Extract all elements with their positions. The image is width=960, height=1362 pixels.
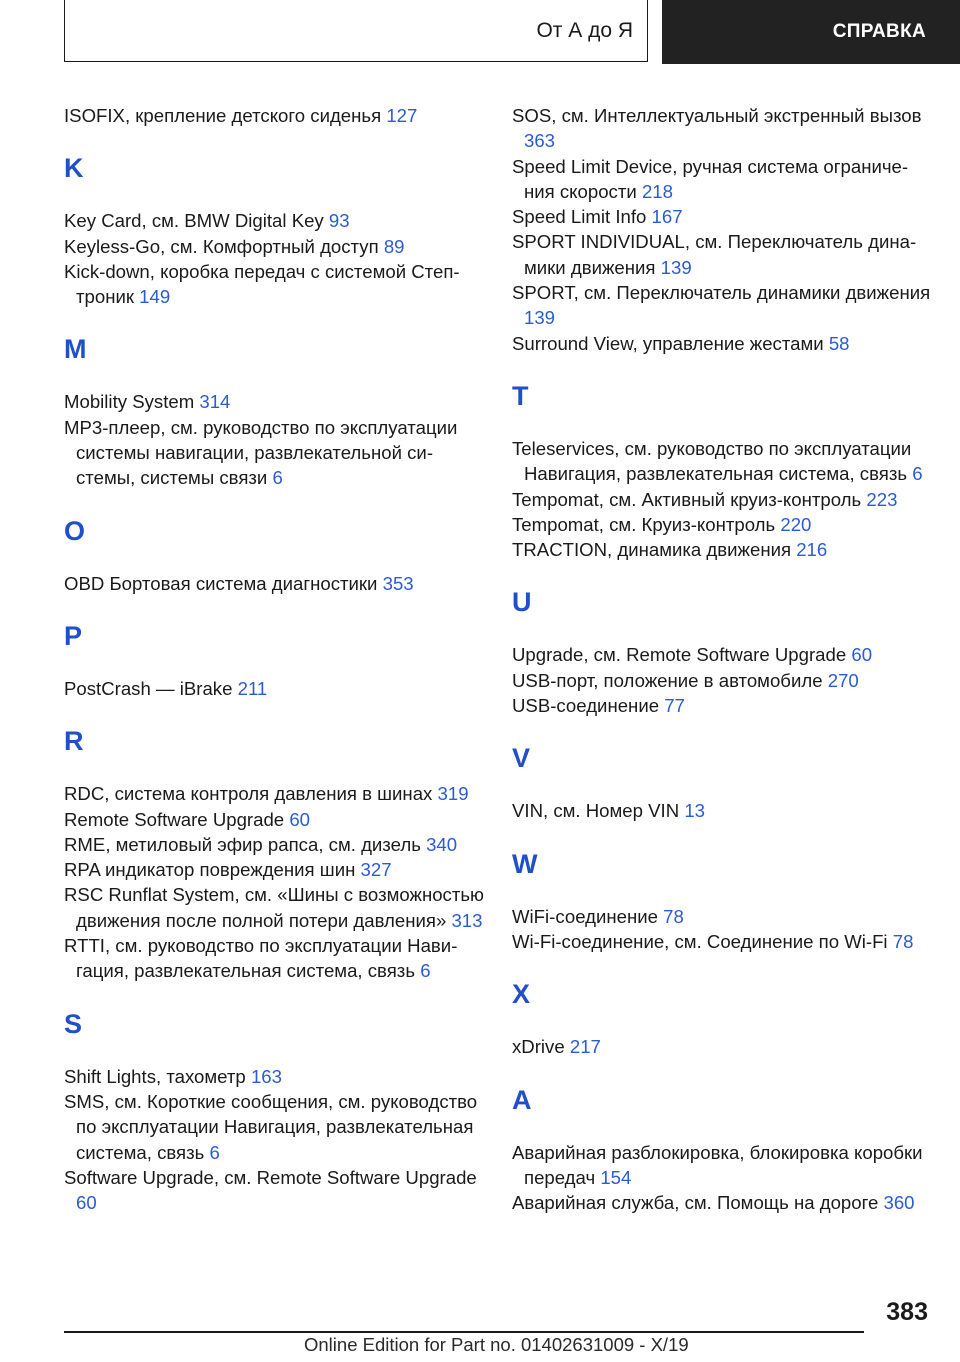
index-entry: OBD Бортовая система диагностики 353	[64, 572, 414, 594]
page-link[interactable]: 167	[651, 206, 683, 228]
index-entry: Shift Lights, тахометр 163	[64, 1065, 282, 1087]
page-link[interactable]: 6	[209, 1141, 220, 1163]
page-link[interactable]: 127	[386, 105, 418, 126]
index-entry: Kick-down, коробка передач с системой Стептроник 149	[64, 260, 460, 308]
index-entry: Surround View, управление жестами 58	[512, 332, 850, 354]
page-link[interactable]: 78	[663, 905, 684, 927]
page-link[interactable]: 270	[827, 669, 859, 691]
page-link[interactable]: 340	[426, 833, 458, 855]
page-link[interactable]: 6	[272, 467, 283, 489]
index-letter-heading: S	[64, 1008, 83, 1039]
index-entry: Keyless-Go, см. Комфортный доступ 89	[64, 235, 405, 257]
index-column-left	[64, 100, 484, 1215]
index-entry: PostCrash — iBrake 211	[64, 677, 268, 699]
page-link[interactable]: 211	[237, 677, 268, 699]
page-link[interactable]: 60	[289, 808, 310, 830]
page-number: 383	[886, 1298, 928, 1326]
page-link[interactable]: 149	[139, 286, 171, 308]
index-entry: Wi-Fi-соединение, см. Соединение по Wi-Fi 78	[512, 930, 914, 952]
index-entry: SOS, см. Интеллектуальный экстренный вызов 363	[512, 105, 922, 152]
page-link[interactable]: 60	[851, 644, 873, 666]
index-letter-heading: W	[512, 848, 538, 879]
page-header	[0, 0, 960, 66]
tab-a-to-z[interactable]	[64, 0, 648, 62]
index-letter-heading: M	[64, 334, 87, 365]
page-link[interactable]: 319	[437, 783, 469, 805]
index-letter-heading: V	[512, 743, 531, 774]
index-entry: Tempomat, см. Активный круиз-контроль 223	[512, 488, 898, 510]
page-link[interactable]: 223	[866, 488, 898, 510]
page-link[interactable]: 314	[199, 391, 231, 413]
index-letter-heading: O	[64, 515, 86, 546]
page-link[interactable]: 218	[641, 180, 673, 202]
index-entry: VIN, см. Номер VIN 13	[512, 800, 705, 822]
index-entry: RDC, система контроля давления в шинах 319	[64, 783, 469, 805]
index-letter-heading: K	[64, 153, 84, 184]
page-link[interactable]: 217	[569, 1036, 601, 1058]
index-entry: MP3-плеер, см. руководство по эксплуатации системы навигации, развлекательной системы, системы связи 6	[64, 416, 458, 489]
index-letter-heading: T	[512, 380, 529, 411]
footer-edition-text: Online Edition for Part no. 01402631009 - X/19	[304, 1334, 689, 1355]
index-entry: WiFi-соединение 78	[512, 905, 684, 927]
footer-divider	[64, 1331, 864, 1333]
page-link[interactable]: 154	[600, 1166, 632, 1188]
tab-help-label: СПРАВКА	[832, 21, 926, 42]
page-link[interactable]: 220	[780, 513, 812, 535]
page-link[interactable]: 78	[892, 930, 914, 952]
page-link[interactable]: 89	[383, 235, 405, 257]
page-link[interactable]: 77	[664, 695, 685, 717]
page-link[interactable]: 139	[524, 307, 556, 329]
page-link[interactable]: 163	[250, 1065, 282, 1087]
index-entry: USB-соединение 77	[512, 695, 685, 717]
index-entry: Mobility System 314	[64, 391, 231, 413]
index-entry: RSC Runflat System, см. «Шины с возможностью движения после полной потери давления» 313	[64, 884, 485, 931]
tab-help[interactable]	[662, 0, 960, 64]
index-entry: Speed Limit Info 167	[512, 206, 683, 228]
index-letter-heading: А	[512, 1084, 532, 1115]
index-entry: SPORT INDIVIDUAL, см. Переключатель динамики движения 139	[512, 231, 917, 278]
index-entry: RPA индикатор повреждения шин 327	[64, 859, 392, 881]
page-link[interactable]: 6	[912, 463, 923, 485]
index-entry: SMS, см. Короткие сообщения, см. руководство по эксплуатации Навигация, развлекательная система, связь 6	[64, 1090, 478, 1163]
index-entry: Speed Limit Device, ручная система ограничения скорости 218	[512, 155, 909, 202]
index-entry: TRACTION, динамика движения 216	[512, 539, 828, 561]
index-entry: RTTI, см. руководство по эксплуатации Навигация, развлекательная система, связь 6	[64, 935, 458, 982]
index-entry: ISOFIX, крепление детского сиденья 127	[64, 105, 418, 126]
page-link[interactable]: 60	[76, 1192, 97, 1214]
index-entry: Upgrade, см. Remote Software Upgrade 60	[512, 644, 873, 666]
page-link[interactable]: 327	[360, 859, 392, 881]
index-entry: RME, метиловый эфир рапса, см. дизель 340	[64, 833, 458, 855]
page-link[interactable]: 58	[828, 332, 850, 354]
page-link[interactable]: 93	[328, 210, 350, 232]
page-link[interactable]: 6	[420, 960, 431, 982]
index-entry: Tempomat, см. Круиз-контроль 220	[512, 513, 812, 535]
index-letter-heading: R	[64, 726, 84, 757]
page-link[interactable]: 13	[684, 800, 705, 822]
page-link[interactable]: 353	[382, 572, 414, 594]
index-entry: USB-порт, положение в автомобиле 270	[512, 669, 859, 691]
index-entry: Аварийная служба, см. Помощь на дороге 360	[512, 1192, 915, 1214]
tab-a-to-z-label: От А до Я	[536, 18, 633, 42]
index-entry: Key Card, см. BMW Digital Key 93	[64, 210, 350, 232]
page-link[interactable]: 363	[524, 130, 556, 152]
index-entry: Teleservices, см. руководство по эксплуатации Навигация, развлекательная система, связь 6	[512, 437, 923, 485]
page-link[interactable]: 216	[796, 539, 828, 561]
page-link[interactable]: 313	[451, 909, 483, 931]
index-entry: xDrive 217	[512, 1036, 601, 1058]
index-letter-heading: P	[64, 620, 83, 651]
page-link[interactable]: 139	[660, 256, 692, 278]
index-letter-heading: U	[512, 587, 532, 618]
index-entry: SPORT, см. Переключатель динамики движения 139	[512, 282, 931, 329]
index-column-right	[512, 100, 932, 1215]
index-entry: Software Upgrade, см. Remote Software Upgrade 60	[64, 1166, 477, 1214]
index-letter-heading: X	[512, 979, 531, 1010]
index-entry: Remote Software Upgrade 60	[64, 808, 310, 830]
page-link[interactable]: 360	[883, 1192, 915, 1214]
index-entry: Аварийная разблокировка, блокировка коробки передач 154	[512, 1141, 923, 1188]
